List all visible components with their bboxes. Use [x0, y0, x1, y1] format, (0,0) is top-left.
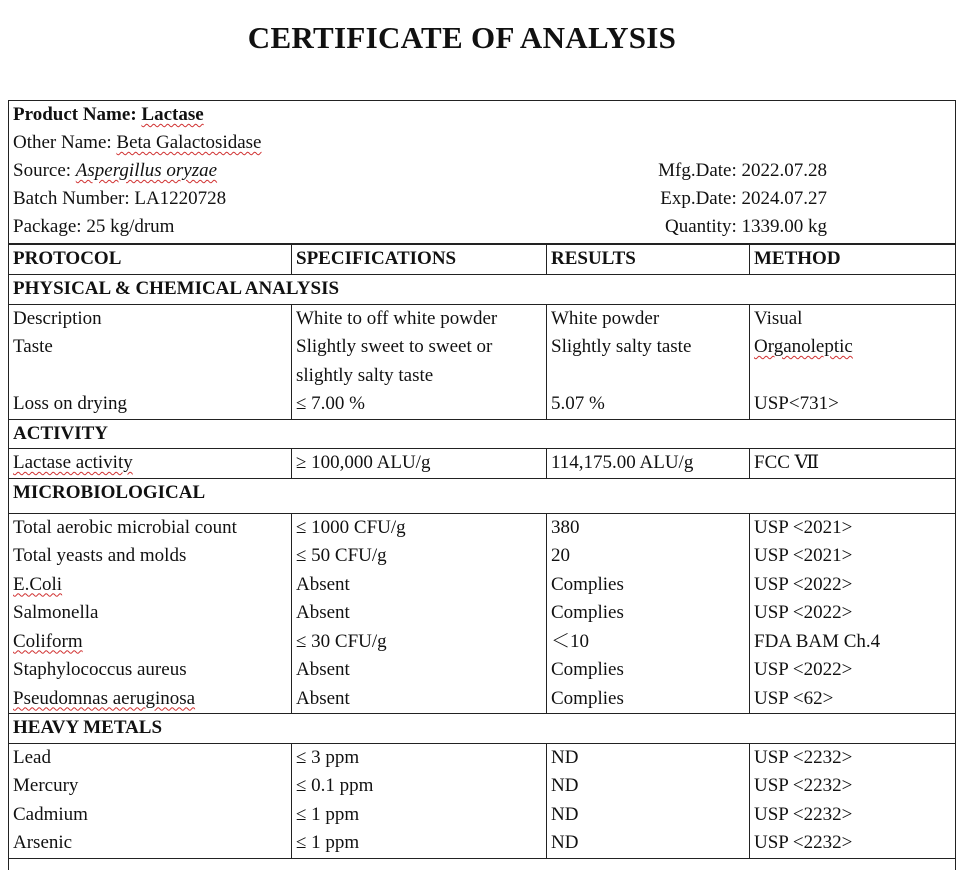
method-cell: USP <2232>: [754, 803, 853, 825]
group-physical: [9, 304, 955, 419]
spec-cell: Absent: [296, 687, 350, 709]
method-cell: USP <2022>: [754, 659, 853, 680]
result-cell: ND: [551, 832, 579, 853]
batch-label: Batch Number:: [13, 188, 130, 209]
product-name-label: Product Name:: [13, 104, 137, 125]
spec-cell: ≥ 100,000 ALU/g: [296, 452, 431, 473]
result-cell: 5.07 %: [551, 393, 605, 414]
mfg-date-line: [507, 157, 827, 185]
protocol-cell: Taste: [13, 336, 53, 357]
method-cell: USP <2022>: [754, 573, 853, 595]
protocol-cell: Cadmium: [13, 803, 88, 825]
source-label: Source:: [13, 160, 72, 181]
spec-cell: slightly salty taste: [296, 364, 434, 386]
col-method: METHOD: [750, 245, 956, 275]
analysis-table: [9, 245, 955, 859]
section-physical: [9, 275, 955, 305]
batch-value: LA1220728: [134, 188, 227, 209]
protocol-cell: Coliform: [13, 630, 83, 652]
group-micro: [9, 513, 955, 714]
result-cell: Complies: [551, 659, 624, 680]
exp-date-line: [507, 185, 827, 213]
result-cell: White powder: [551, 307, 660, 329]
result-cell: 380: [551, 516, 580, 538]
result-cell: ND: [551, 775, 579, 796]
method-cell: USP <2232>: [754, 832, 853, 853]
mfg-date-label: Mfg.Date:: [658, 160, 737, 181]
other-name-line: [13, 129, 262, 157]
col-specifications: SPECIFICATIONS: [292, 245, 547, 275]
section-metals: [9, 714, 955, 744]
result-cell: ＜10: [551, 630, 590, 652]
group-metals: [9, 743, 955, 858]
protocol-cell: Arsenic: [13, 832, 73, 853]
package-label: Package:: [13, 216, 82, 237]
spec-cell: ≤ 1000 CFU/g: [296, 516, 406, 538]
exp-date-value: 2024.07.27: [741, 188, 827, 209]
result-cell: ND: [551, 803, 579, 825]
mfg-date-value: 2022.07.28: [741, 160, 827, 181]
product-info: [9, 101, 955, 245]
result-cell: Complies: [551, 573, 624, 595]
section-title: ACTIVITY: [9, 419, 955, 449]
other-name-value: Beta Galactosidase: [116, 132, 262, 153]
batch-line: [13, 185, 226, 213]
quantity-value: 1339.00 kg: [741, 216, 827, 237]
result-cell: Complies: [551, 602, 624, 623]
method-cell: USP <2232>: [754, 775, 853, 796]
spec-cell: ≤ 3 ppm: [296, 746, 360, 768]
other-name-label: Other Name:: [13, 132, 112, 153]
group-activity: [9, 449, 955, 479]
method-cell: USP <2022>: [754, 602, 853, 623]
col-results: RESULTS: [547, 245, 750, 275]
method-cell: USP <62>: [754, 687, 834, 709]
protocol-cell: Total aerobic microbial count: [13, 516, 237, 538]
coa-sheet: [8, 100, 956, 870]
result-cell: 20: [551, 545, 570, 566]
product-name-value: Lactase: [141, 104, 204, 125]
result-cell: ND: [551, 746, 579, 768]
package-value: 25 kg/drum: [86, 216, 175, 237]
spec-cell: White to off white powder: [296, 307, 498, 329]
protocol-cell: E.Coli: [13, 573, 63, 595]
section-title: HEAVY METALS: [9, 714, 955, 744]
method-cell: FDA BAM Ch.4: [754, 630, 881, 652]
spec-cell: ≤ 30 CFU/g: [296, 630, 387, 652]
col-protocol: PROTOCOL: [9, 245, 292, 275]
protocol-cell: Pseudomnas aeruginosa: [13, 687, 196, 709]
spec-cell: Absent: [296, 659, 350, 680]
product-name-line: [13, 101, 204, 129]
package-line: [13, 213, 174, 241]
section-title: MICROBIOLOGICAL: [9, 478, 955, 513]
source-line: [13, 157, 217, 185]
protocol-cell: Lactase activity: [13, 452, 133, 473]
spec-cell: ≤ 1 ppm: [296, 832, 360, 853]
result-cell: Slightly salty taste: [551, 336, 692, 357]
spec-cell: ≤ 7.00 %: [296, 393, 366, 414]
method-cell: Visual: [754, 307, 803, 329]
method-cell: USP <2021>: [754, 516, 853, 538]
protocol-cell: Staphylococcus aureus: [13, 659, 187, 680]
protocol-cell: Mercury: [13, 775, 79, 796]
method-cell: USP<731>: [754, 393, 839, 414]
protocol-cell: Total yeasts and molds: [13, 545, 187, 566]
spec-cell: ≤ 0.1 ppm: [296, 775, 374, 796]
result-cell: 114,175.00 ALU/g: [551, 452, 694, 473]
method-cell: Organoleptic: [754, 336, 853, 357]
document-title: CERTIFICATE OF ANALYSIS: [247, 20, 677, 55]
table-header: [9, 245, 955, 275]
spec-cell: ≤ 50 CFU/g: [296, 545, 387, 566]
spec-cell: Absent: [296, 573, 350, 595]
exp-date-label: Exp.Date:: [660, 188, 737, 209]
protocol-cell: Lead: [13, 746, 51, 768]
method-cell: USP <2021>: [754, 545, 853, 566]
result-cell: Complies: [551, 687, 624, 709]
quantity-label: Quantity:: [664, 216, 737, 237]
source-value: Aspergillus oryzae: [75, 160, 218, 181]
spec-cell: Absent: [296, 602, 350, 623]
spec-cell: ≤ 1 ppm: [296, 803, 360, 825]
method-cell: USP <2232>: [754, 746, 853, 768]
quantity-line: [507, 213, 827, 241]
section-activity: [9, 419, 955, 449]
protocol-cell: Loss on drying: [13, 393, 127, 414]
method-cell: FCC Ⅶ: [754, 452, 820, 473]
spec-cell: Slightly sweet to sweet or: [296, 336, 493, 357]
section-title: PHYSICAL & CHEMICAL ANALYSIS: [9, 275, 955, 305]
protocol-cell: Description: [13, 307, 102, 329]
protocol-cell: Salmonella: [13, 602, 99, 623]
section-micro: [9, 478, 955, 513]
